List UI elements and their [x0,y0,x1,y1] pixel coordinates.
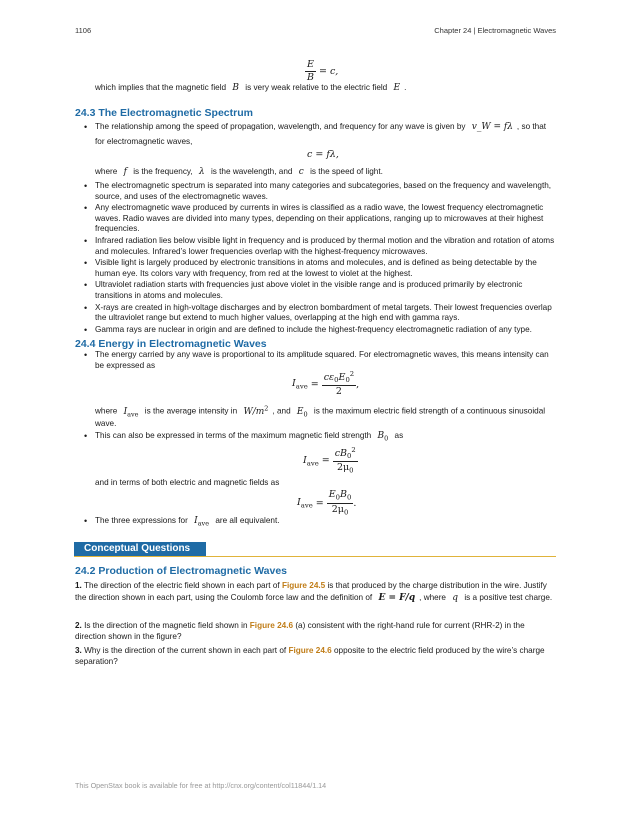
where-line-24-4: where $I_{ave}$ is the average intensity in $W/m^2$ , and $E_0$ is the maximum electric field strength of a continuous sinusoidal [95,404,546,418]
both-fields-line: and in terms of both electric and magnetic fields as [95,478,280,487]
figure-24-5-link[interactable]: Figure 24.5 [281,581,326,590]
list-item: • The relationship among the speed of propagation, wavelength, and frequency for any wave is given by v_W = fλ , so that for electromagnetic waves, [95,122,557,147]
page-number: 1106 [75,26,92,35]
bullet-list-24-4b [95,431,557,445]
question-1: 1. The direction of the electric field shown in each part of Figure 24.5 is that produced by the charge distribution in the wire. Justify the direction shown in each part, using the Coulomb force law and the definition of E = F/q , where q is a positive test charge. [75,581,553,603]
bullet-list-24-4c [95,516,557,530]
list-item: • Any electromagnetic wave produced by currents in wires is classified as a radio wave, the lowest frequency electromagnetic waves. Radio waves are divided into many types, depending on their applications, ranging up to microwaves at their highest frequencies. [95,203,557,235]
section-title-24-4: 24.4 Energy in Electromagnetic Waves [75,338,267,350]
bullet-list-24-3b [95,181,557,336]
list-item: • The energy carried by any wave is proportional to its amplitude squared. For electromagnetic waves, this means intensity can be expressed as [95,350,557,371]
figure-24-6-link[interactable]: Figure 24.6 [288,646,332,655]
equation-e-over-b: $\frac{E}{B}$ = c, [307,59,339,83]
bullet-list-24-3a [95,122,557,148]
list-item: • This can also be expressed in terms of the maximum magnetic field strength $B_0$ as [95,431,557,444]
equation-intensity-eb: $I_{ave}$ = $\frac{E_0B_0}{2\mu_0}$ . [297,489,357,516]
question-2: 2. Is the direction of the magnetic field shown in Figure 24.6 (a) consistent with the right-hand rule for current (RHR-2) in the direction shown in the figure? [75,621,525,641]
chapter-header: Chapter 24 | Electromagnetic Waves [434,26,556,35]
list-item: • X-rays are created in high-voltage discharges and by electron bombardment of metal targets. Their lowest frequencies overlap the ultraviolet range but extend to much higher values, overlapping at the high end with gamma rays. [95,303,557,324]
list-item: • The three expressions for $I_{ave}$ are all equivalent. [95,516,557,529]
equation-intensity-e: $I_{ave}$ = $\frac{c\varepsilon_0E_0^2}{2}$ , [292,370,360,398]
list-item: • Ultraviolet radiation starts with frequencies just above violet in the visible range and is produced primarily by electronic transitions in atoms and molecules. [95,280,557,301]
where-line-24-4-cont: wave. [95,419,117,428]
bullet-list-24-4a [95,350,557,372]
field-comparison-line: which implies that the magnetic field B is very weak relative to the electric field E . [95,83,407,93]
conceptual-questions-bar [74,542,556,557]
list-item: • The electromagnetic spectrum is separated into many categories and subcategories, based on the frequency and wavelength, source, and uses of the electromagnetic waves. [95,181,557,202]
footer-note: This OpenStax book is available for free at http://cnx.org/content/col11844/1.14 [75,781,327,790]
where-line-24-3: where f is the frequency, λ is the wavelength, and c is the speed of light. [95,167,383,177]
section-title-24-2: 24.2 Production of Electromagnetic Waves [75,565,287,577]
figure-24-6-link[interactable]: Figure 24.6 [249,621,294,630]
conceptual-questions-label: Conceptual Questions [74,542,206,556]
list-item: • Gamma rays are nuclear in origin and are defined to include the highest-frequency electromagnetic radiation of any type. [95,325,557,336]
section-title-24-3: 24.3 The Electromagnetic Spectrum [75,107,253,119]
list-item: • Infrared radiation lies below visible light in frequency and is produced by thermal motion and the vibration and rotation of atoms and molecules. Infrared’s lower frequencies overlap with the highest-frequency microwaves. [95,236,557,257]
equation-intensity-b: $I_{ave}$ = $\frac{cB_0^2}{2\mu_0}$ [303,446,356,475]
equation-c-f-lambda: c = fλ, [307,149,339,160]
list-item: • Visible light is largely produced by electronic transitions in atoms and molecules, and is defined as being detectable by the human eye. Its colors vary with frequency, from red at the lowest to violet at the highest. [95,258,557,279]
question-3: 3. Why is the direction of the current shown in each part of Figure 24.6 opposite to the electric field produced by the wire’s charge separation? [75,646,545,666]
